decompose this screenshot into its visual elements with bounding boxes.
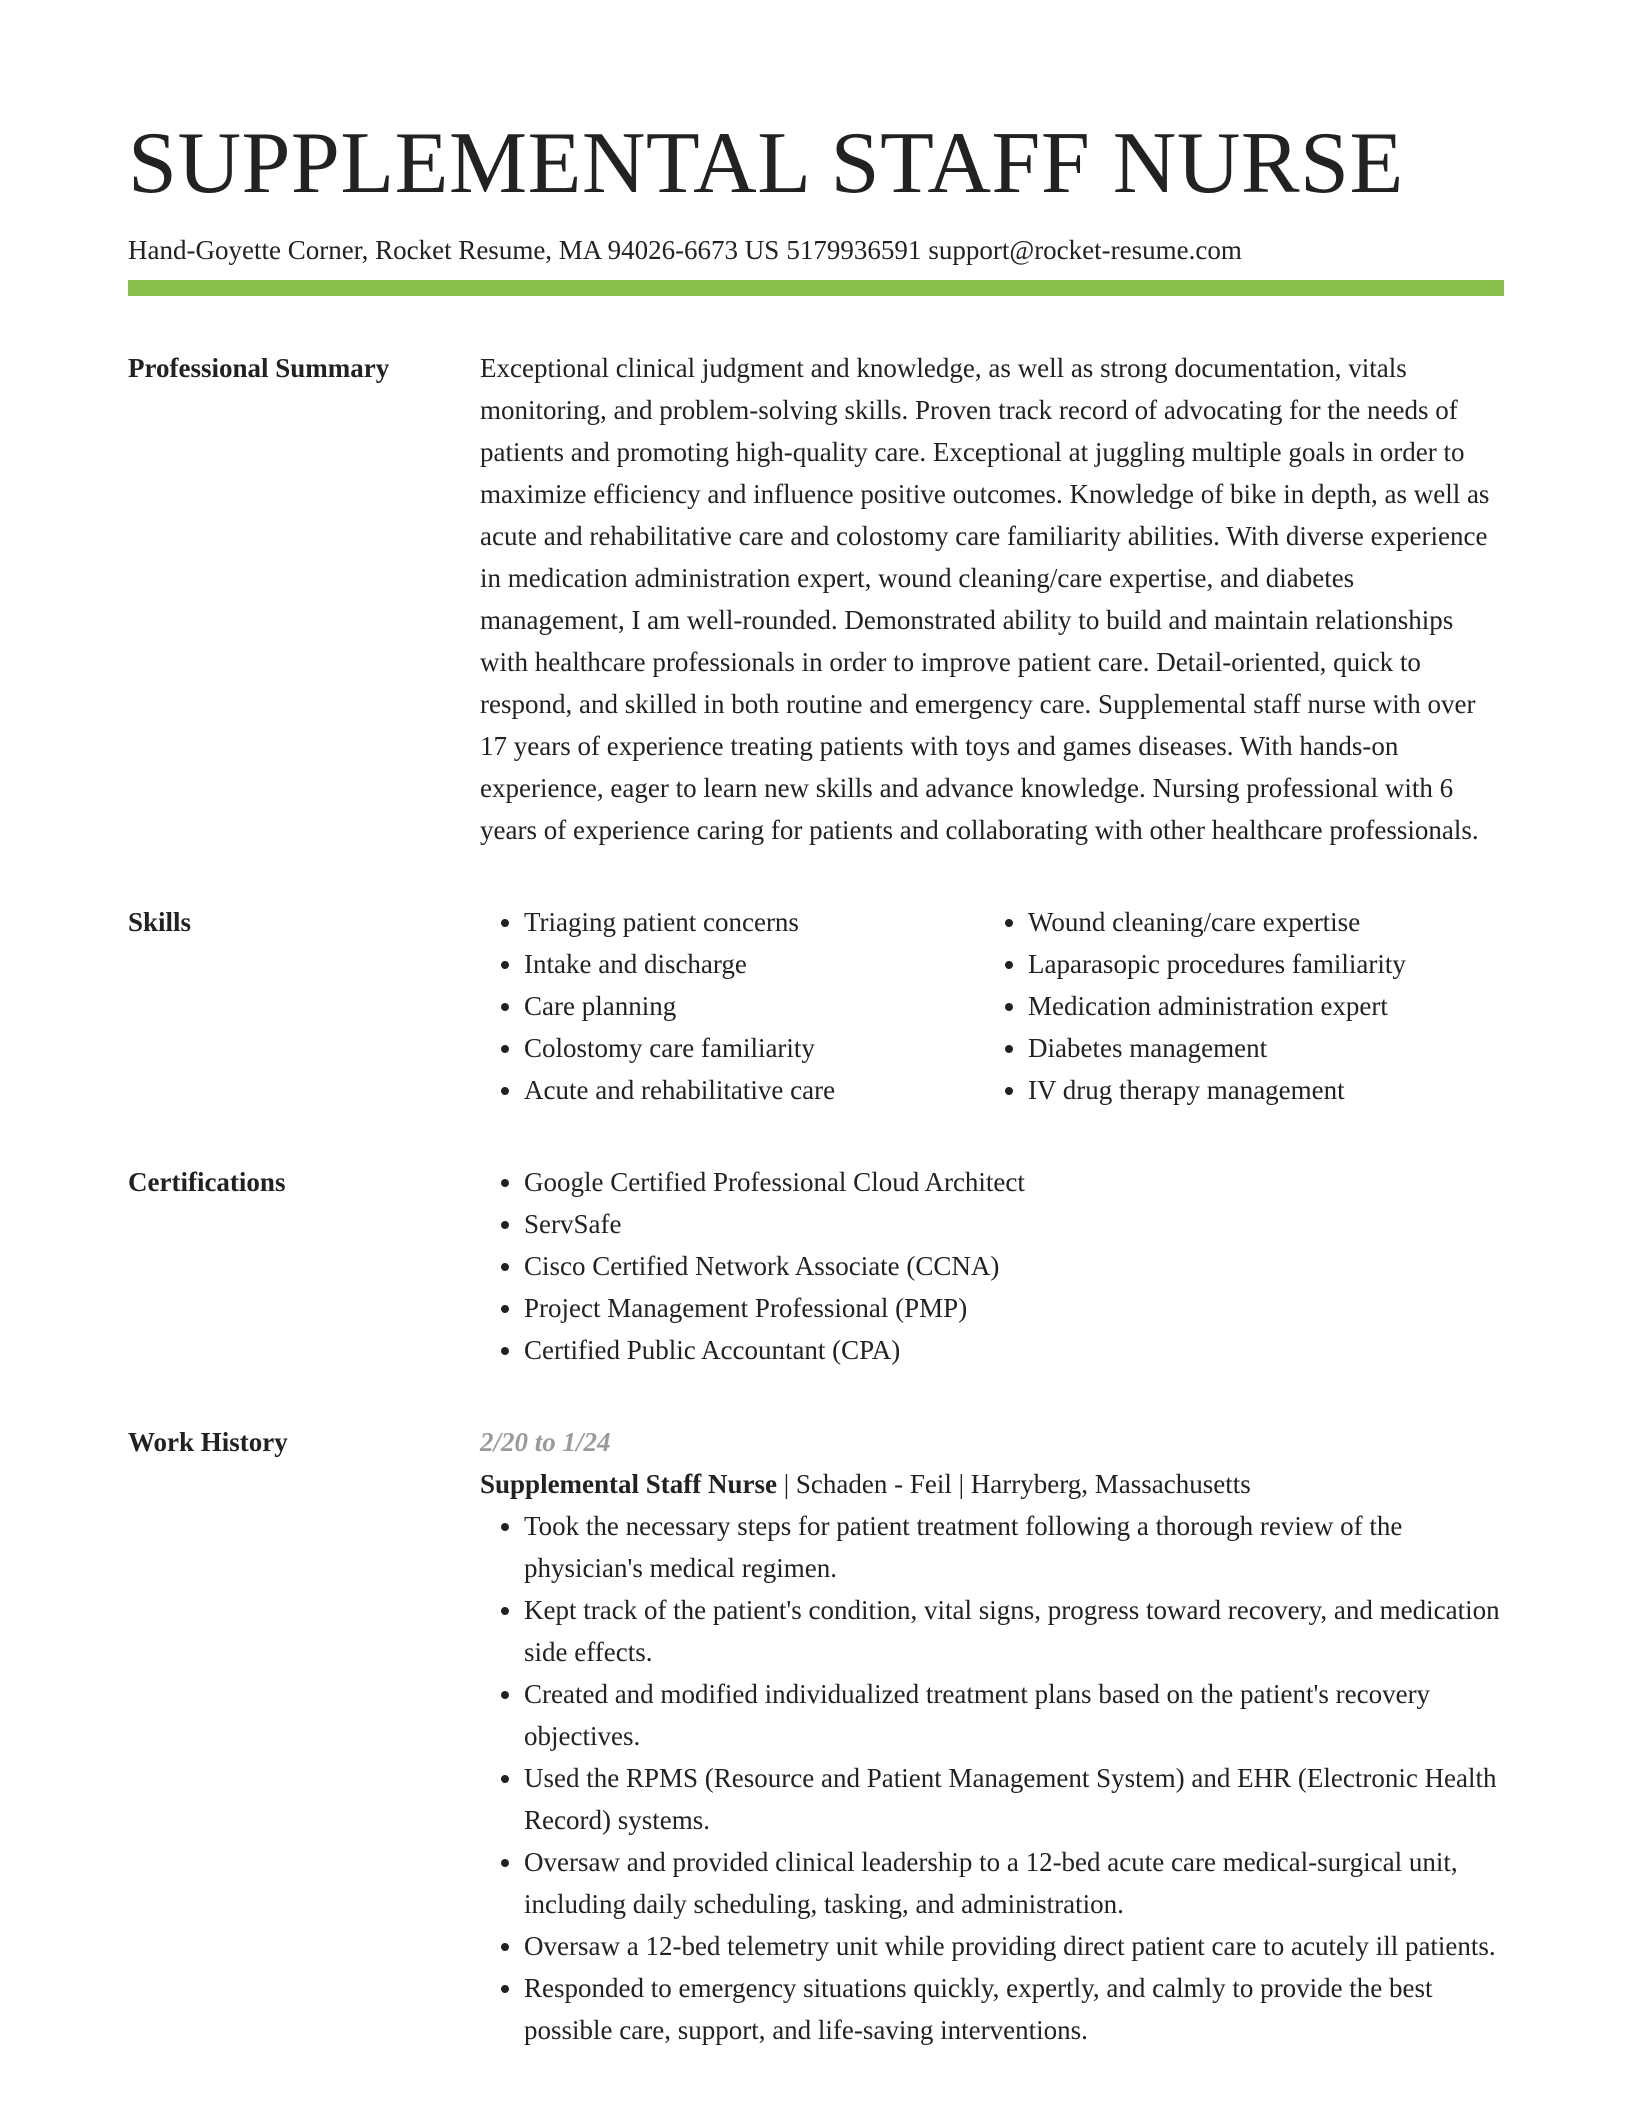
certification-item: • Google Certified Professional Cloud Architect [524, 1161, 1504, 1203]
skill-item: • Wound cleaning/care expertise [1028, 901, 1528, 943]
summary-text: Exceptional clinical judgment and knowledge, as well as strong documentation, vitals monitoring, and problem-solving skills. Proven track record of advocating for the needs of patients and promoting high-quality care. Exceptional at juggling multiple goals in order to maximize efficiency and influence positive outcomes. Knowledge of bike in depth, as well as acute and rehabilitative care and colostomy care familiarity abilities. With diverse experience in medication administration expert, wound cleaning/care expertise, and diabetes management, I am well-rounded. Demonstrated ability to build and maintain relationships with healthcare professionals in order to improve patient care. Detail-oriented, quick to respond, and skilled in both routine and emergency care. Supplemental staff nurse with over 17 years of experience treating patients with toys and games diseases. With hands-on experience, eager to learn new skills and advance knowledge. Nursing professional with 6 years of experience caring for patients and collaborating with other healthcare professionals. [480, 353, 1490, 846]
section-label-summary: Professional Summary [128, 353, 390, 384]
certifications-body [480, 1161, 1504, 1371]
skills-body [480, 901, 1528, 1111]
certification-item: • Certified Public Accountant (CPA) [524, 1329, 1504, 1371]
job-duty-item: • Oversaw a 12-bed telemetry unit while providing direct patient care to acutely ill patients. [524, 1925, 1504, 1967]
job-duties-list [480, 1505, 1504, 2051]
skill-item: • IV drug therapy management [1028, 1069, 1528, 1111]
job-duty-item: • Kept track of the patient's condition, vital signs, progress toward recovery, and medication side effects. [524, 1589, 1504, 1673]
resume-page [128, 115, 1504, 2051]
header-divider [128, 280, 1504, 296]
skill-item: • Diabetes management [1028, 1027, 1528, 1069]
job-heading [480, 1463, 1504, 1505]
summary-section [128, 347, 1504, 851]
job-duty-item: • Took the necessary steps for patient treatment following a thorough review of the physician's medical regimen. [524, 1505, 1504, 1589]
skill-item: • Triaging patient concerns [524, 901, 984, 943]
job-employer-location: | Schaden - Feil | Harryberg, Massachusetts [777, 1469, 1251, 1500]
job-dates: 2/20 to 1/24 [480, 1427, 611, 1458]
skill-item: • Colostomy care familiarity [524, 1027, 984, 1069]
skill-item: • Care planning [524, 985, 984, 1027]
job-duty-item: • Responded to emergency situations quickly, expertly, and calmly to provide the best possible care, support, and life-saving interventions. [524, 1967, 1504, 2051]
skills-section [128, 901, 1504, 1111]
skill-item: • Acute and rehabilitative care [524, 1069, 984, 1111]
job-duty-item: • Used the RPMS (Resource and Patient Management System) and EHR (Electronic Health Record) systems. [524, 1757, 1504, 1841]
skill-item: • Medication administration expert [1028, 985, 1528, 1027]
job-duty-item: • Oversaw and provided clinical leadership to a 12-bed acute care medical-surgical unit, including daily scheduling, tasking, and administration. [524, 1841, 1504, 1925]
skill-item: • Laparasopic procedures familiarity [1028, 943, 1528, 985]
candidate-name: SUPPLEMENTAL STAFF NURSE [128, 115, 1404, 212]
skills-column-right [984, 901, 1528, 1111]
job-duty-item: • Created and modified individualized treatment plans based on the patient's recovery objectives. [524, 1673, 1504, 1757]
contact-email: support@rocket-resume.com [928, 235, 1242, 265]
certification-item: • Cisco Certified Network Associate (CCNA) [524, 1245, 1504, 1287]
contact-address: Hand-Goyette Corner, Rocket Resume, MA 94026-6673 US [128, 235, 780, 265]
job-title: Supplemental Staff Nurse [480, 1469, 778, 1500]
contact-line [128, 234, 1504, 266]
section-label-certifications: Certifications [128, 1167, 286, 1198]
certification-item: • Project Management Professional (PMP) [524, 1287, 1504, 1329]
summary-body [480, 347, 1504, 851]
contact-phone: 5179936591 [786, 235, 922, 265]
section-label-skills: Skills [128, 907, 192, 938]
job-entry [480, 1421, 1504, 2051]
certifications-section [128, 1161, 1504, 1371]
skill-item: • Intake and discharge [524, 943, 984, 985]
certifications-list [480, 1161, 1504, 1371]
work-history-section [128, 1421, 1504, 2051]
section-label-work-history: Work History [128, 1427, 288, 1458]
certification-item: • ServSafe [524, 1203, 1504, 1245]
skills-column-left [480, 901, 984, 1111]
